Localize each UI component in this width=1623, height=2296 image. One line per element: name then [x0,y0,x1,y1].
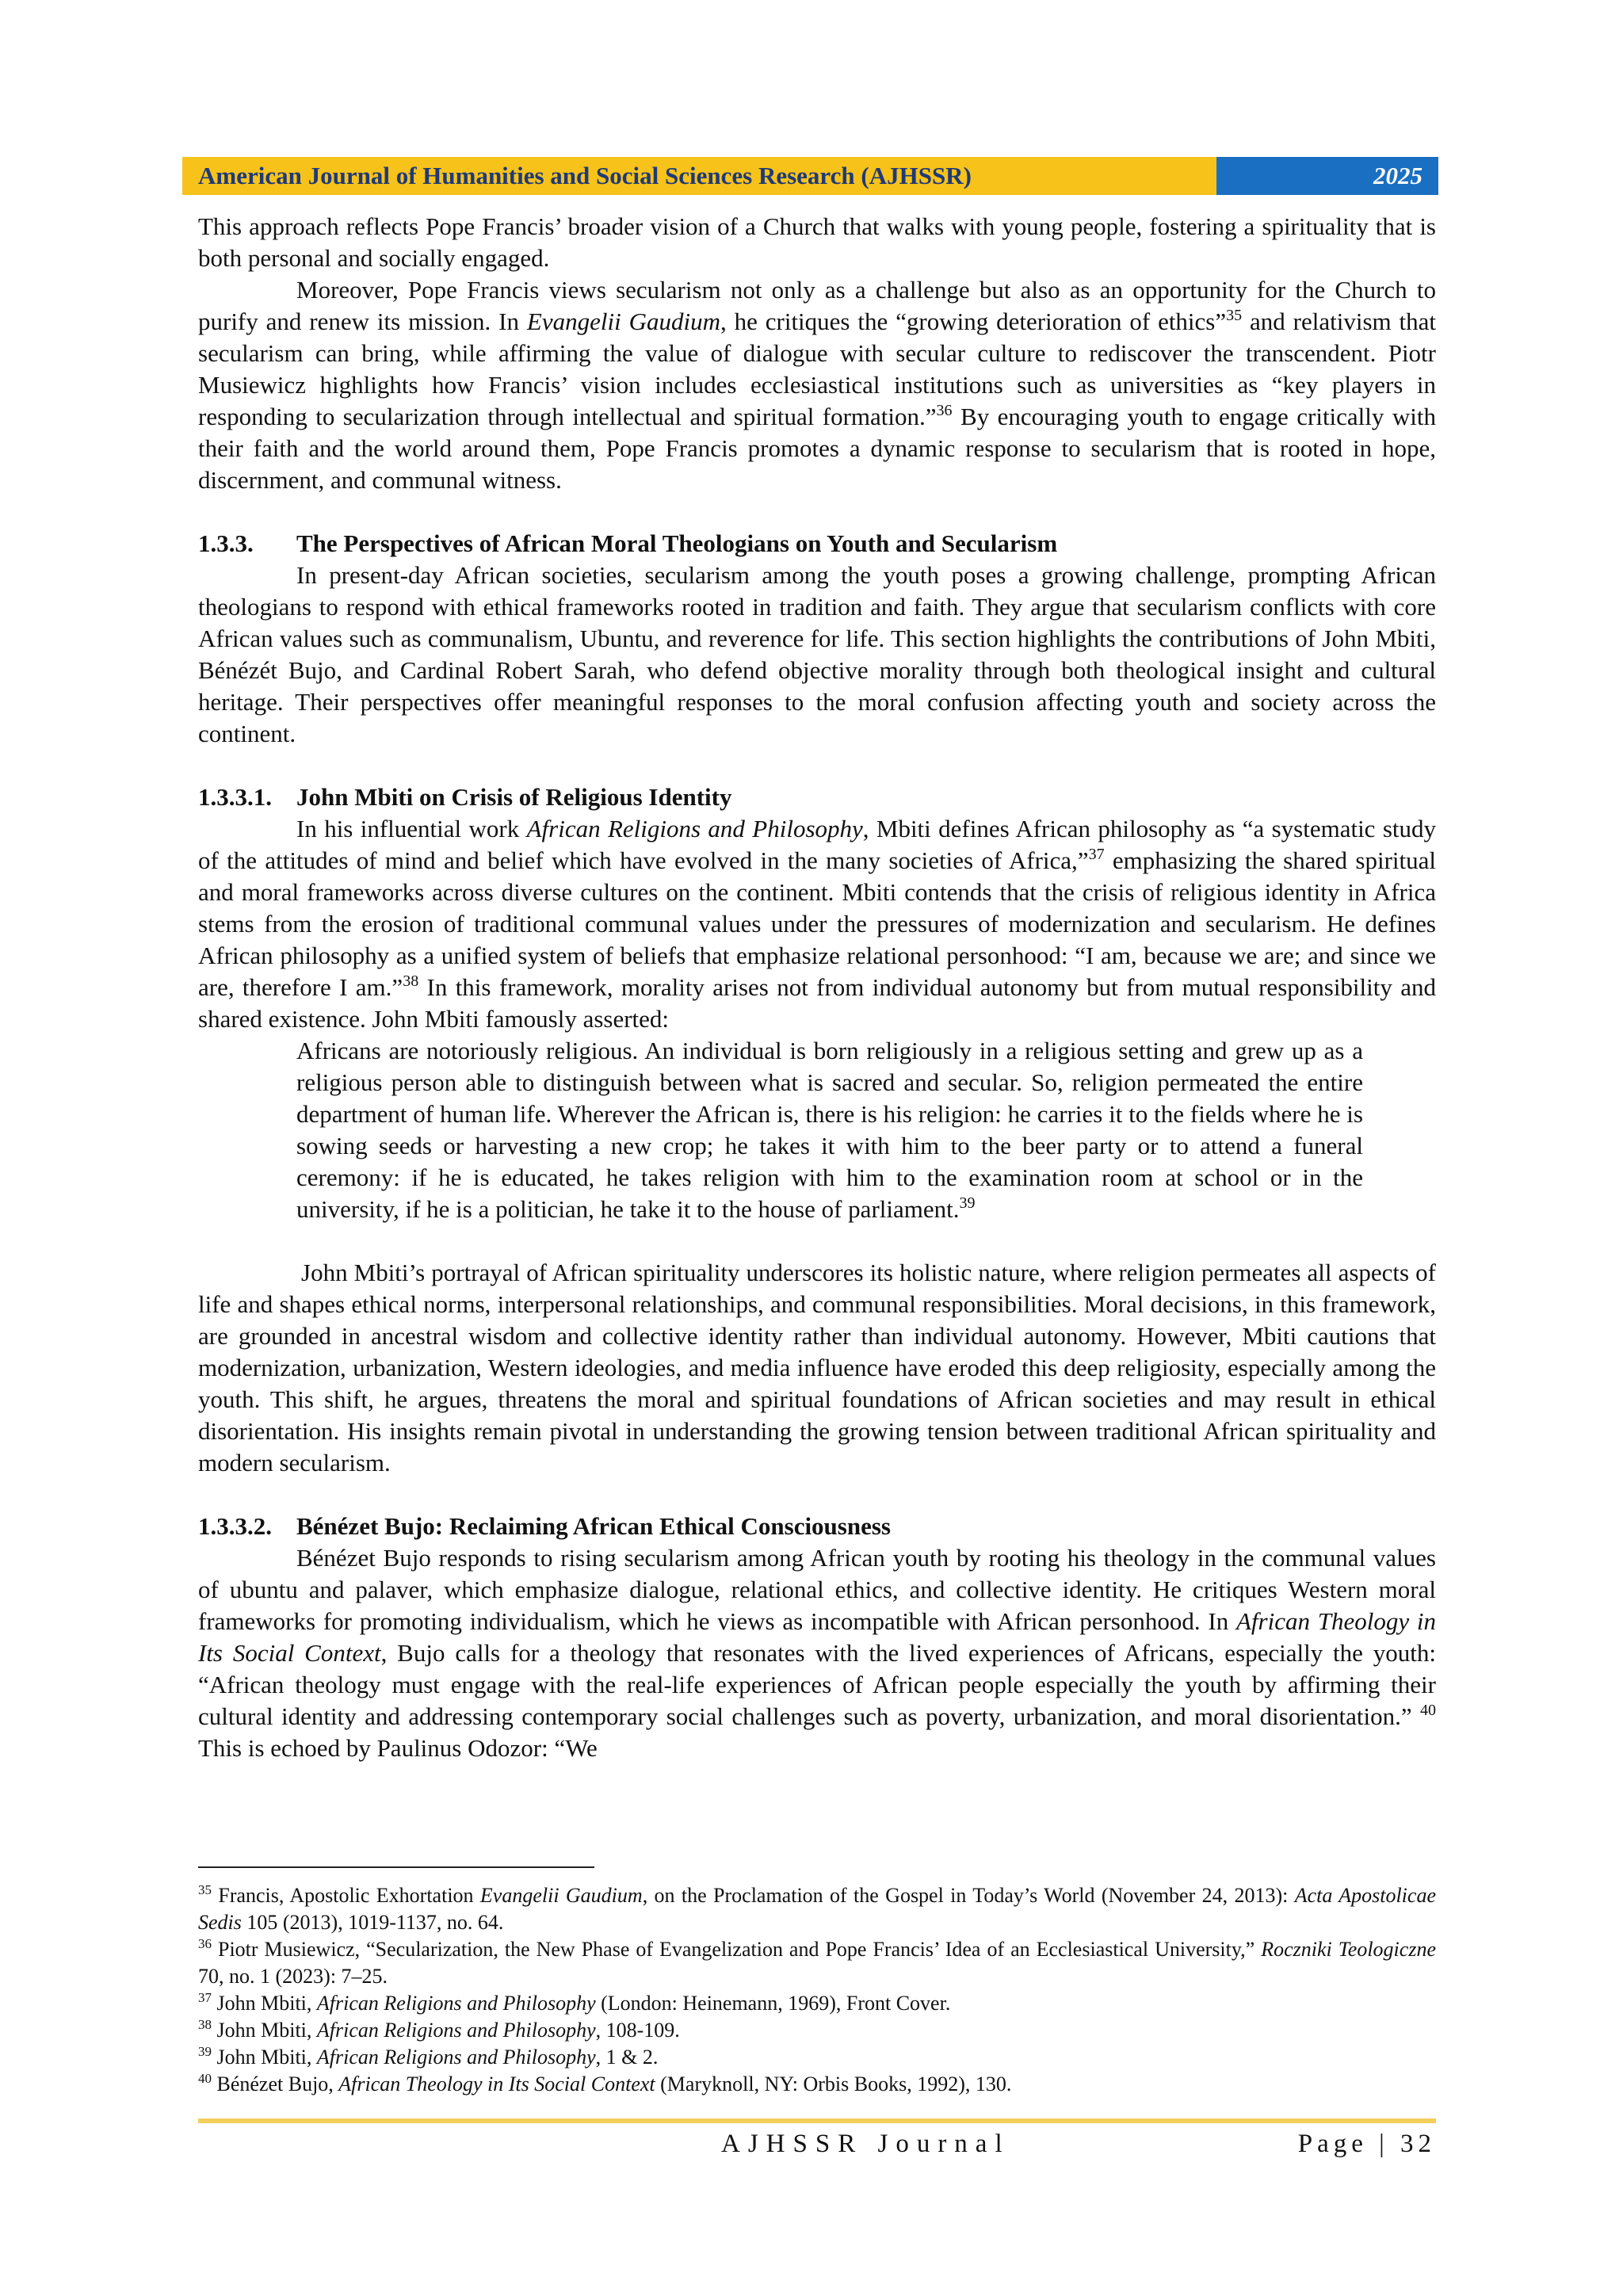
footnote-ref[interactable]: 38 [403,972,419,990]
section-heading: 1.3.3.2. Bénézet Bujo: Reclaiming African Ethical Consciousness [198,1512,891,1540]
footer-journal: AJHSSR Journal [721,2130,1010,2158]
footnote: $^{39}$ John Mbiti, African Religions and Philosophy, 1 & 2. [198,2044,659,2069]
journal-year: 2025 [1216,157,1438,195]
footnote: $^{40}$ Bénézet Bujo, African Theology in Its Social Context (Maryknoll, NY: Orbis Books, 1992), 130. [198,2071,1012,2095]
section-heading: 1.3.3. The Perspectives of African Moral Theologians on Youth and Secularism [198,529,1058,557]
footnote: $^{35}$ Francis, Apostolic Exhortation Evangelii Gaudium, on the Proclamation of the Gospel in Today’s World (November 24, 2013): Acta Apostolicae Sedis 105 (2013), 1019-1137, no. 64. [198,1882,1436,1934]
footer-divider [198,2118,1436,2123]
journal-header [182,157,1438,195]
footnote-divider [198,1866,594,1868]
footnote: $^{37}$ John Mbiti, African Religions and Philosophy (London: Heinemann, 1969), Front Cover. [198,1990,951,2015]
footnote-ref[interactable]: 40 [1420,1702,1436,1719]
paragraph: Moreover, Pope Francis views secularism not only as a challenge but also as an opportunity for the Church to purify and renew its mission. In Evangelii Gaudium, he critiques the “growing deterioration of ethics”$^{35}$ and relativism that secularism can bring, while affirming the value of dialogue with secular culture to rediscover the transcendent. Piotr Musiewicz highlights how Francis’ vision includes ecclesiastical institutions such as universities as “key players in responding to secularization through intellectual and spiritual formation.”$^{36}$ By encouraging youth to engage critically with their faith and the world around them, Pope Francis promotes a dynamic response to secularism that is rooted in hope, discernment, and communal witness. [198,276,1437,494]
footnote-ref[interactable]: 39 [959,1194,976,1212]
page-number: Page | 32 [1297,2130,1436,2158]
article-body [198,211,1436,1764]
footnote: $^{36}$ Piotr Musiewicz, “Secularization, the New Phase of Evangelization and Pope Francis’ Idea of an Ecclesiastical University,” Roczniki Teologiczne 70, no. 1 (2023): 7–25. [198,1936,1436,1988]
paragraph: Bénézet Bujo responds to rising secularism among African youth by rooting his theology in the communal values of ubuntu and palaver, which emphasize dialogue, relational ethics, and collective identity. He critiques Western moral frameworks for promoting individualism, which he views as incompatible with African personhood. In African Theology in Its Social Context, Bujo calls for a theology that resonates with the lived experiences of Africans, especially the youth: “African theology must engage with the real-life experiences of African people especially the youth by affirming their cultural identity and addressing contemporary social challenges such as poverty, urbanization, and moral disorientation.” $^{40}$ This is echoed by Paulinus Odozor: “We [198,1544,1436,1762]
paragraph: John Mbiti’s portrayal of African spirituality underscores its holistic nature, where religion permeates all aspects of life and shapes ethical norms, interpersonal relationships, and communal responsibilities. Moral decisions, in this framework, are grounded in ancestral wisdom and collective identity rather than individual autonomy. However, Mbiti cautions that modernization, urbanization, Western ideologies, and media influence have eroded this deep religiosity, especially among the youth. This shift, he argues, threatens the moral and spiritual foundations of African societies and may result in ethical disorientation. His insights remain pivotal in understanding the growing tension between traditional African spirituality and modern secularism. [198,1259,1436,1477]
footnote-ref[interactable]: 37 [1088,846,1105,863]
section-heading: 1.3.3.1. John Mbiti on Crisis of Religious Identity [198,783,732,811]
footnote: $^{38}$ John Mbiti, African Religions and Philosophy, 108-109. [198,2017,680,2042]
footnotes [198,1882,1436,2098]
paragraph: This approach reflects Pope Francis’ broader vision of a Church that walks with young people, fostering a spirituality that is both personal and socially engaged. [198,212,1436,272]
block-quote: Africans are notoriously religious. An individual is born religiously in a religious setting and grew up as a religious person able to distinguish between what is sacred and secular. So, religion permeated the entire department of human life. Wherever the African is, there is his religion: he carries it to the fields where he is sowing seeds or harvesting a new crop; he takes it with him to the beer party or to attend a funeral ceremony: if he is educated, he takes religion with him to the examination room at school or in the university, if he is a politician, he take it to the house of parliament.$^{39}$ [296,1037,1363,1223]
journal-title: American Journal of Humanities and Social Sciences Research (AJHSSR) [182,157,1216,195]
footnote-ref[interactable]: 36 [936,402,953,419]
paragraph: In present-day African societies, secularism among the youth poses a growing challenge, prompting African theologians to respond with ethical frameworks rooted in tradition and faith. They argue that secularism conflicts with core African values such as communalism, Ubuntu, and reverence for life. This section highlights the contributions of John Mbiti, Bénézét Bujo, and Cardinal Robert Sarah, who defend objective morality through both theological insight and cultural heritage. Their perspectives offer meaningful responses to the moral confusion affecting youth and society across the continent. [198,561,1436,747]
paragraph: In his influential work African Religions and Philosophy, Mbiti defines African philosophy as “a systematic study of the attitudes of mind and belief which have evolved in the many societies of Africa,”$^{37}$ emphasizing the shared spiritual and moral frameworks across diverse cultures on the continent. Mbiti contends that the crisis of religious identity in Africa stems from the erosion of traditional communal values under the pressures of modernization and secularism. He defines African philosophy as a unified system of beliefs that emphasize relational personhood: “I am, because we are; and since we are, therefore I am.”$^{38}$ In this framework, morality arises not from individual autonomy but from mutual responsibility and shared existence. John Mbiti famously asserted: [198,815,1436,1033]
footnote-ref[interactable]: 35 [1226,307,1243,324]
